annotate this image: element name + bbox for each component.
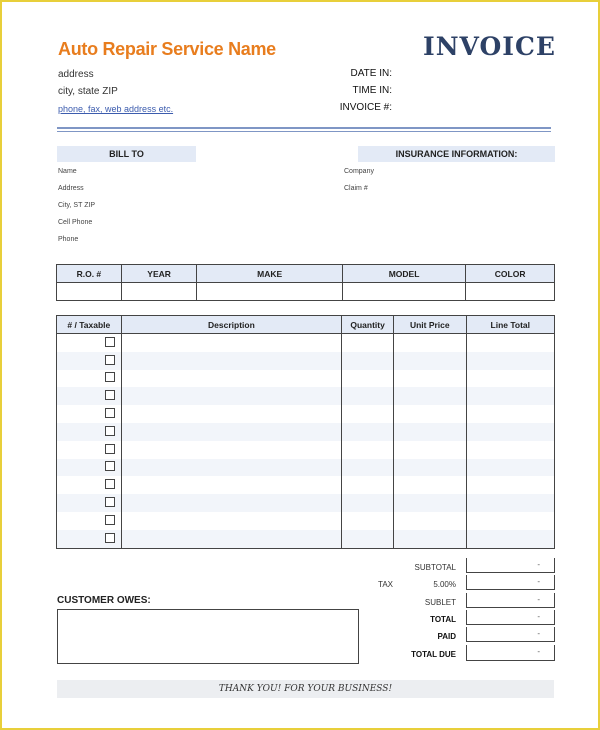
table-row [57,512,555,530]
col-ro: R.O. # [57,265,122,283]
total-value: - [466,610,555,625]
quantity-cell[interactable] [342,476,394,494]
taxable-cell [57,387,122,405]
unit-price-cell[interactable] [394,334,467,352]
bill-to-phone: Phone [58,236,79,243]
taxable-cell [57,476,122,494]
make-cell[interactable] [197,283,342,301]
description-cell[interactable] [121,334,341,352]
unit-price-cell[interactable] [394,441,467,459]
line-total-cell[interactable] [466,370,554,388]
customer-owes-label: CUSTOMER OWES: [57,595,151,606]
taxable-checkbox[interactable] [105,497,115,507]
quantity-cell[interactable] [342,405,394,423]
taxable-cell [57,459,122,477]
description-cell[interactable] [121,441,341,459]
taxable-cell [57,512,122,530]
unit-price-cell[interactable] [394,387,467,405]
taxable-cell [57,370,122,388]
table-row [57,494,555,512]
paid-label: PAID [437,632,456,641]
paid-value: - [466,627,555,642]
invoice-title: INVOICE [423,32,556,61]
taxable-checkbox[interactable] [105,533,115,543]
quantity-cell[interactable] [342,512,394,530]
line-total-cell[interactable] [466,334,554,352]
table-row [57,530,555,548]
company-contact[interactable]: phone, fax, web address etc. [58,104,174,114]
description-cell[interactable] [121,530,341,548]
table-row [57,423,555,441]
taxable-checkbox[interactable] [105,426,115,436]
line-total-cell[interactable] [466,352,554,370]
year-cell[interactable] [121,283,197,301]
line-total-cell[interactable] [466,512,554,530]
date-in-label: DATE IN: [350,68,392,79]
sublet-label: SUBLET [424,598,456,607]
col-color: COLOR [466,265,555,283]
taxable-cell [57,441,122,459]
quantity-cell[interactable] [342,459,394,477]
description-cell[interactable] [121,459,341,477]
col-model: MODEL [342,265,465,283]
total-due-value: - [466,645,555,661]
company-name: Auto Repair Service Name [58,39,276,59]
ro-cell[interactable] [57,283,122,301]
taxable-cell [57,334,122,352]
quantity-cell[interactable] [342,334,394,352]
bill-to-heading: BILL TO [57,146,196,162]
unit-price-cell[interactable] [394,405,467,423]
description-cell[interactable] [121,387,341,405]
company-city: city, state ZIP [58,86,118,97]
description-cell[interactable] [121,476,341,494]
taxable-checkbox[interactable] [105,355,115,365]
items-table [56,315,555,549]
taxable-checkbox[interactable] [105,408,115,418]
col-year: YEAR [121,265,197,283]
customer-owes-box[interactable] [57,609,359,664]
table-row [57,459,555,477]
model-cell[interactable] [342,283,465,301]
table-row [57,405,555,423]
company-address: address [58,69,94,80]
bill-to-address: Address [58,185,84,192]
taxable-checkbox[interactable] [105,390,115,400]
insurance-company: Company [344,168,374,175]
taxable-checkbox[interactable] [105,479,115,489]
description-cell[interactable] [121,352,341,370]
description-cell[interactable] [121,370,341,388]
taxable-cell [57,405,122,423]
table-row [57,441,555,459]
taxable-cell [57,352,122,370]
unit-price-cell[interactable] [394,423,467,441]
insurance-claim: Claim # [344,185,368,192]
subtotal-label: SUBTOTAL [414,563,456,572]
header-divider-thin [57,131,551,132]
unit-price-cell[interactable] [394,476,467,494]
table-row [57,476,555,494]
total-due-label: TOTAL DUE [411,650,456,659]
taxable-cell [57,530,122,548]
taxable-checkbox[interactable] [105,372,115,382]
unit-price-cell[interactable] [394,352,467,370]
insurance-heading: INSURANCE INFORMATION: [358,146,555,162]
thank-you-footer: THANK YOU! FOR YOUR BUSINESS! [57,680,554,698]
unit-price-cell[interactable] [394,494,467,512]
col-line-total: Line Total [466,316,554,334]
tax-rate: 5.00% [433,580,456,589]
line-total-cell[interactable] [466,441,554,459]
quantity-cell[interactable] [342,370,394,388]
line-total-cell[interactable] [466,405,554,423]
unit-price-cell[interactable] [394,512,467,530]
description-cell[interactable] [121,423,341,441]
taxable-checkbox[interactable] [105,337,115,347]
total-label: TOTAL [430,615,456,624]
quantity-cell[interactable] [342,494,394,512]
line-total-cell[interactable] [466,423,554,441]
line-total-cell[interactable] [466,387,554,405]
quantity-cell[interactable] [342,530,394,548]
quantity-cell[interactable] [342,352,394,370]
description-cell[interactable] [121,405,341,423]
subtotal-value: - [466,558,555,573]
unit-price-cell[interactable] [394,530,467,548]
time-in-label: TIME IN: [352,85,392,96]
quantity-cell[interactable] [342,387,394,405]
table-row [57,387,555,405]
table-row [57,370,555,388]
table-row [57,352,555,370]
taxable-checkbox[interactable] [105,515,115,525]
sublet-value: - [466,593,555,608]
tax-label: TAX [378,580,393,589]
quantity-cell[interactable] [342,441,394,459]
color-cell[interactable] [466,283,555,301]
col-quantity: Quantity [342,316,394,334]
tax-value: - [466,575,555,590]
header-divider [57,127,551,129]
line-total-cell[interactable] [466,494,554,512]
taxable-checkbox[interactable] [105,444,115,454]
bill-to-city: City, ST ZIP [58,202,96,209]
bill-to-name: Name [58,168,77,175]
taxable-checkbox[interactable] [105,461,115,471]
col-taxable: # / Taxable [57,316,122,334]
col-description: Description [121,316,341,334]
line-total-cell[interactable] [466,459,554,477]
taxable-cell [57,423,122,441]
line-total-cell[interactable] [466,476,554,494]
col-make: MAKE [197,265,342,283]
unit-price-cell[interactable] [394,370,467,388]
vehicle-table [56,264,555,301]
description-cell[interactable] [121,512,341,530]
bill-to-cell: Cell Phone [58,219,93,226]
line-total-cell[interactable] [466,530,554,548]
quantity-cell[interactable] [342,423,394,441]
col-unit-price: Unit Price [394,316,467,334]
invoice-number-label: INVOICE #: [339,102,392,113]
description-cell[interactable] [121,494,341,512]
taxable-cell [57,494,122,512]
unit-price-cell[interactable] [394,459,467,477]
table-row [57,334,555,352]
